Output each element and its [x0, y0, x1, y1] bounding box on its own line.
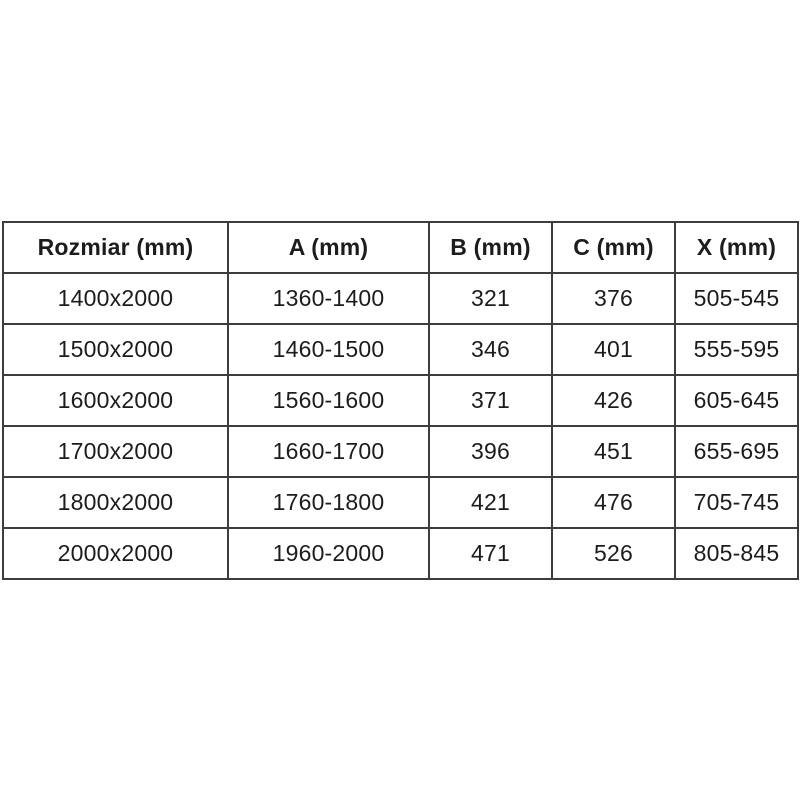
- cell-a: 1760-1800: [228, 477, 429, 528]
- table-row: [3, 273, 798, 324]
- cell-b: 421: [429, 477, 552, 528]
- cell-c: 426: [552, 375, 675, 426]
- dimension-table-container: [2, 221, 797, 580]
- cell-rozmiar: 1600x2000: [3, 375, 228, 426]
- cell-c: 451: [552, 426, 675, 477]
- column-header-rozmiar: Rozmiar (mm): [3, 222, 228, 273]
- table-row: [3, 324, 798, 375]
- cell-a: 1460-1500: [228, 324, 429, 375]
- cell-x: 805-845: [675, 528, 798, 579]
- column-header-a: A (mm): [228, 222, 429, 273]
- cell-b: 396: [429, 426, 552, 477]
- cell-b: 371: [429, 375, 552, 426]
- table-row: [3, 426, 798, 477]
- cell-b: 346: [429, 324, 552, 375]
- cell-rozmiar: 1500x2000: [3, 324, 228, 375]
- table-header-row: [3, 222, 798, 273]
- cell-x: 505-545: [675, 273, 798, 324]
- cell-a: 1660-1700: [228, 426, 429, 477]
- cell-c: 526: [552, 528, 675, 579]
- cell-a: 1560-1600: [228, 375, 429, 426]
- table-row: [3, 375, 798, 426]
- dimension-spec-table: [2, 221, 799, 580]
- cell-b: 471: [429, 528, 552, 579]
- cell-rozmiar: 1400x2000: [3, 273, 228, 324]
- cell-c: 376: [552, 273, 675, 324]
- cell-c: 401: [552, 324, 675, 375]
- cell-a: 1960-2000: [228, 528, 429, 579]
- cell-a: 1360-1400: [228, 273, 429, 324]
- cell-rozmiar: 1700x2000: [3, 426, 228, 477]
- column-header-x: X (mm): [675, 222, 798, 273]
- column-header-c: C (mm): [552, 222, 675, 273]
- cell-rozmiar: 2000x2000: [3, 528, 228, 579]
- column-header-b: B (mm): [429, 222, 552, 273]
- cell-x: 555-595: [675, 324, 798, 375]
- cell-c: 476: [552, 477, 675, 528]
- cell-rozmiar: 1800x2000: [3, 477, 228, 528]
- cell-b: 321: [429, 273, 552, 324]
- cell-x: 655-695: [675, 426, 798, 477]
- table-row: [3, 477, 798, 528]
- table-row: [3, 528, 798, 579]
- cell-x: 605-645: [675, 375, 798, 426]
- cell-x: 705-745: [675, 477, 798, 528]
